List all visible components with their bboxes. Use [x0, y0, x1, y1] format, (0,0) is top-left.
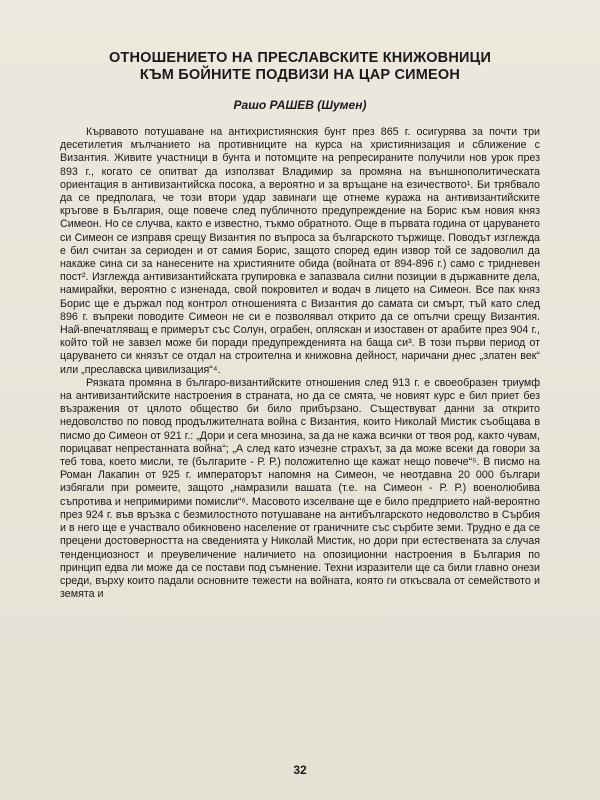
page-number: 32 [293, 763, 307, 777]
article-title-line-1: ОТНОШЕНИЕТО НА ПРЕСЛАВСКИТЕ КНИЖОВНИЦИ [108, 50, 492, 66]
article-body [60, 126, 540, 601]
article-author: Рашо РАШЕВ (Шумен) [233, 98, 367, 112]
article-title-line-2: КЪМ БОЙНИТЕ ПОДВИЗИ НА ЦАР СИМЕОН [139, 67, 461, 83]
paragraph-1: Кървавото потушаване на антихристиянския бунт през 865 г. осигурява за почти три десетилетия мълчанието на противниците на курса на християнизация и сближение с Византия. Живите участници в бунта и потомците на репресираните получили нов урок през 893 г., когато се опитват да използват Владимир за промяна на външнополитическата ориентация в антивизантийска посока, а вероятно и за връщане на езичеството¹. Би трябвало да се предполага, че този втори удар завинаги ще отнеме куража на антивизантийските кръгове в България, още повече след публичното предупреждение на Борис към новия княз Симеон. Но се случва, както е известно, тъкмо обратното. Още в първата година от царуването си Симеон се изправя срещу Византия по въпроса за българското тържище. Поводът изглежда е бил считан за сериоден и от самия Борис, защото според един извор той се задоволил да накаже сина си за нанесените на християните обида (войната от 894-896 г.) само с тридневен пост². Изглежда антивизантийската групировка е запазвала силни позиции в държавните дела, намирайки, вероятно с изненада, свой покровител и водач в лицето на Симеон. Все пак княз Борис ще е държал под контрол отношенията с Византия до самата си смърт, тъй като след 896 г. въпреки поводите Симеон не си е позволявал открито да се опълчи срещу Византия. Най-впечатляващ е примерът със Солун, ограбен, опляскан и изоставен от арабите през 904 г., който той не завзел може би поради предупрежденията на баща си³. В този първи период от царуването си князът се отдал на строителна и книжовна дейност, наричани днес „златен век“ или „преславска цивилизация“⁴. [60, 126, 540, 376]
paragraph-2: Рязката промяна в българо-византийските отношения след 913 г. е своеобразен триумф на антивизантийските настроения в страната, но да се смята, че новият курс е бил приет без възражения от цялото общество би било прибързано. Съществуват данни за открито недоволство по повод продължителната война с Византия, които Николай Мистик съобщава в писмо до Симеон от 921 г.: „Дори и сега мнозина, за да не кажа всички от твоя род, както чувам, порицават непрестанната война“; „А след като изчезне страхът, за да може всеки да говори за теб това, което мисли, те (българите - Р. Р.) положително ще кажат нещо повече“⁵. В писмо на Роман Лакапин от 925 г. императорът напомня на Симеон, че неотдавна 20 000 българи избягали при ромеите, защото „намразили вашата (т.е. на Симеон - Р. Р.) военолюбива съпротива и непримирими помисли“⁶. Масовото изселване ще е било предприето най-вероятно през 924 г. във връзка с безмилостното потушаване на антибългарското недоволство в Сърбия и в него ще е участвало обикновено население от граничните със сърбите земи. Трудно е да се прецени достоверността на сведенията у Николай Мистик, но дори при естествената за случая тенденциозност и преувеличение наличието на опозиционни настроения в България по принцип едва ли може да се постави под съмнение. Техни изразители ще са били главно онези среди, върху които падали основните тежести на войната, която ги откъсвала от семейството и земята и [60, 376, 540, 601]
article-title [60, 50, 540, 84]
